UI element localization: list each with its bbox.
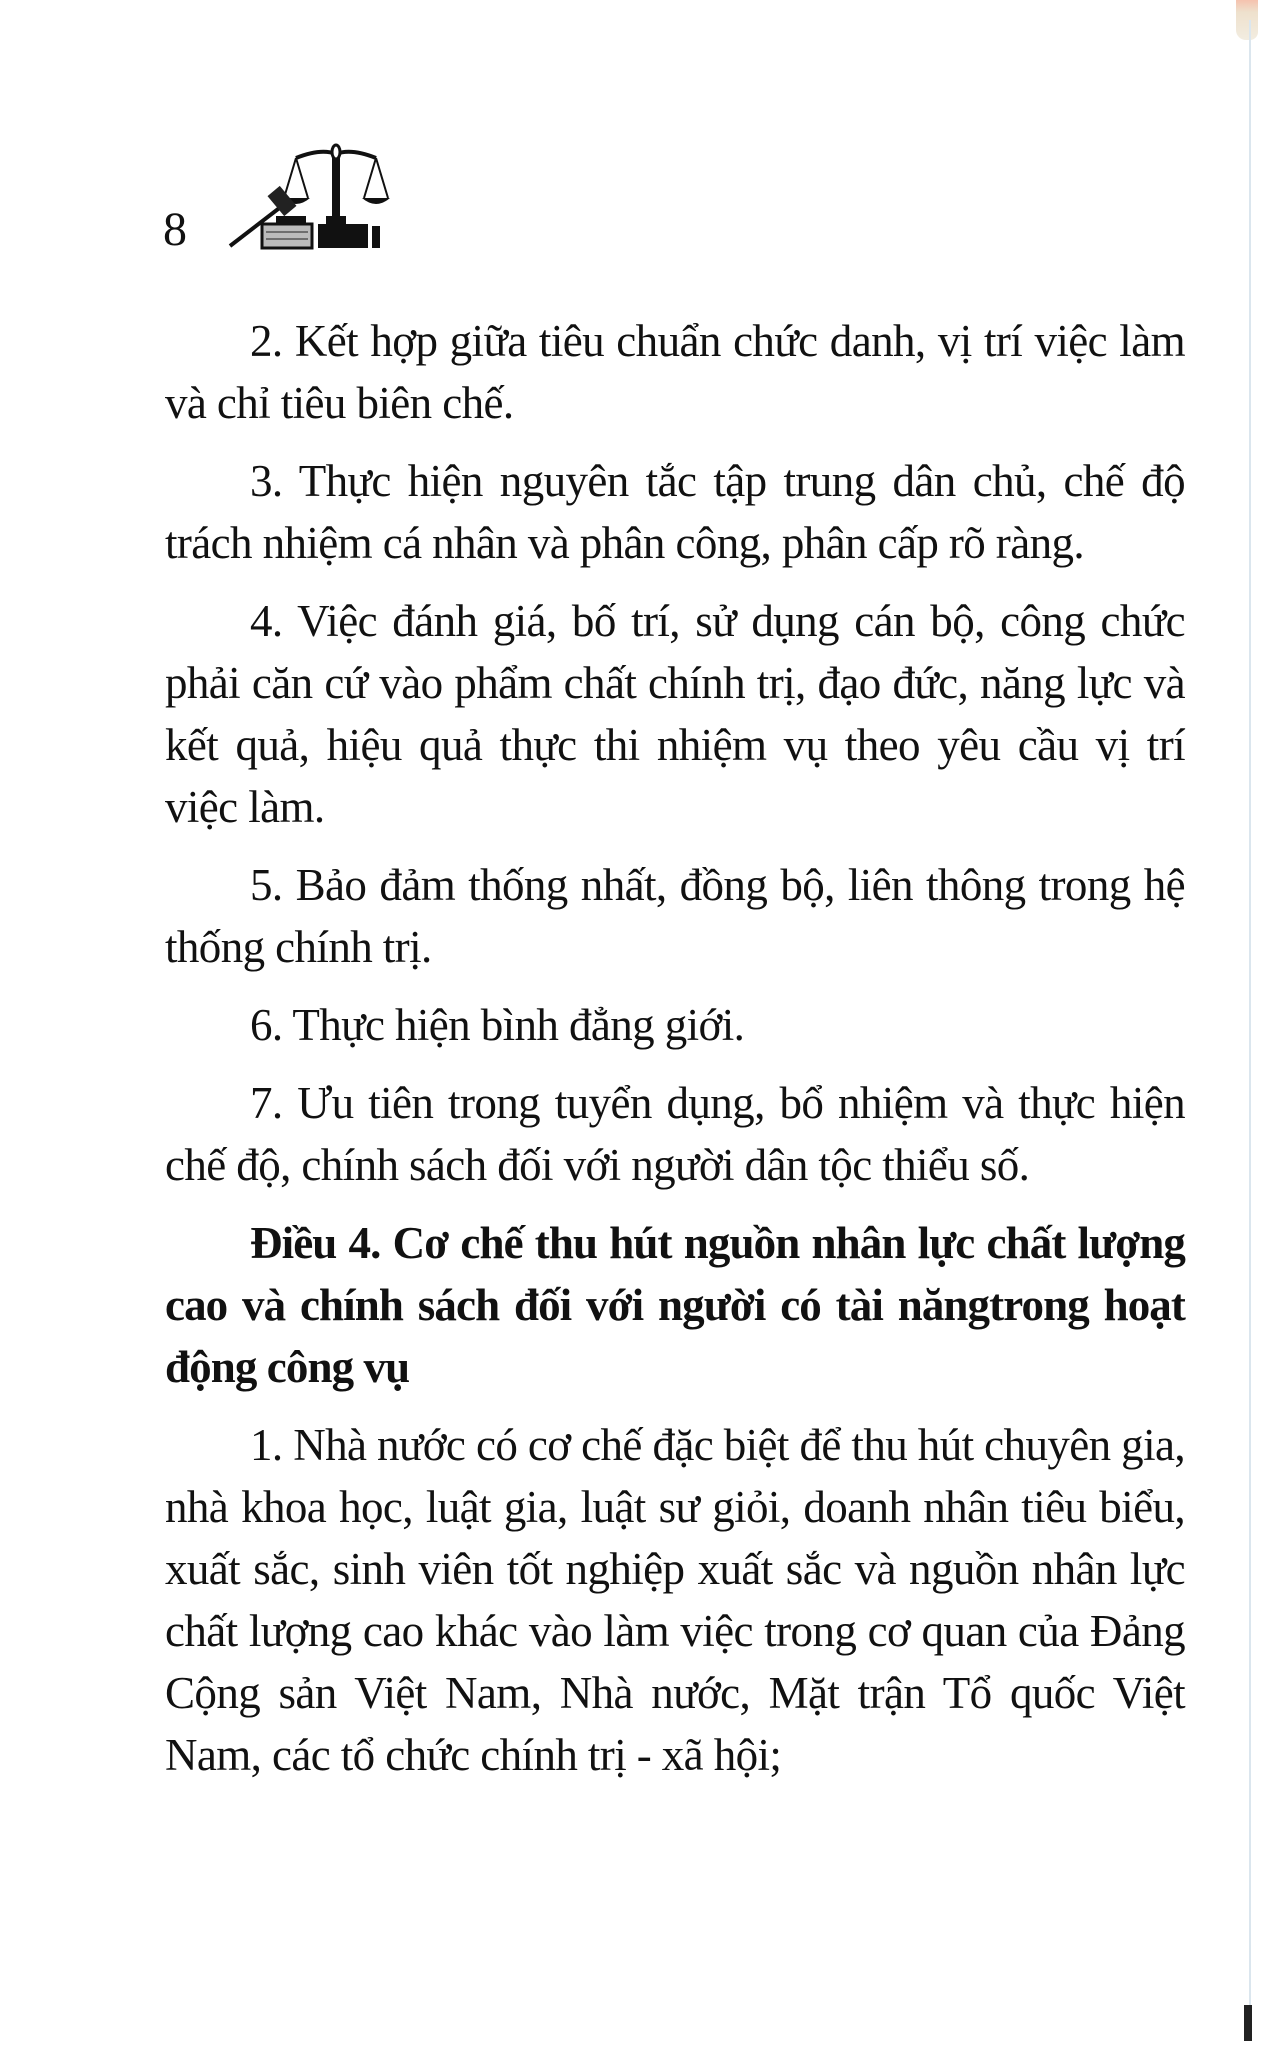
clause-6: 6. Thực hiện bình đẳng giới.: [250, 1000, 745, 1050]
page-header: [0, 0, 1263, 270]
page-number: 8: [163, 203, 187, 256]
scales-of-justice-icon: [226, 140, 396, 250]
clause-2: 2. Kết hợp giữa tiêu chuẩn chức danh, vị trí việc làm và chỉ tiêu biên chế.: [165, 316, 1185, 428]
clause-3: 3. Thực hiện nguyên tắc tập trung dân chủ, chế độ trách nhiệm cá nhân và phân công, phân cấp rõ ràng.: [165, 456, 1185, 568]
article-4-heading: Điều 4. Cơ chế thu hút nguồn nhân lực chất lượng cao và chính sách đối với người có tài năngtrong hoạt động công vụ: [165, 1218, 1185, 1392]
clause-4: 4. Việc đánh giá, bố trí, sử dụng cán bộ, công chức phải căn cứ vào phẩm chất chính trị, đạo đức, năng lực và kết quả, hiệu quả thực thi nhiệm vụ theo yêu cầu vị trí việc làm.: [165, 596, 1185, 832]
clause-7: 7. Ưu tiên trong tuyển dụng, bổ nhiệm và thực hiện chế độ, chính sách đối với người dân tộc thiểu số.: [165, 1078, 1185, 1190]
clause-5: 5. Bảo đảm thống nhất, đồng bộ, liên thông trong hệ thống chính trị.: [165, 860, 1185, 972]
page-edge-line: [1249, 20, 1251, 2020]
article-4-clause-1: 1. Nhà nước có cơ chế đặc biệt để thu hút chuyên gia, nhà khoa học, luật gia, luật sư giỏi, doanh nhân tiêu biểu, xuất sắc, sinh viên tốt nghiệp xuất sắc và nguồn nhân lực chất lượng cao khác vào làm việc trong cơ quan của Đảng Cộng sản Việt Nam, Nhà nước, Mặt trận Tổ quốc Việt Nam, các tổ chức chính trị - xã hội;: [165, 1420, 1185, 1780]
document-body: [165, 310, 1185, 1802]
page-scan-bottom-mark: [1244, 2005, 1252, 2041]
